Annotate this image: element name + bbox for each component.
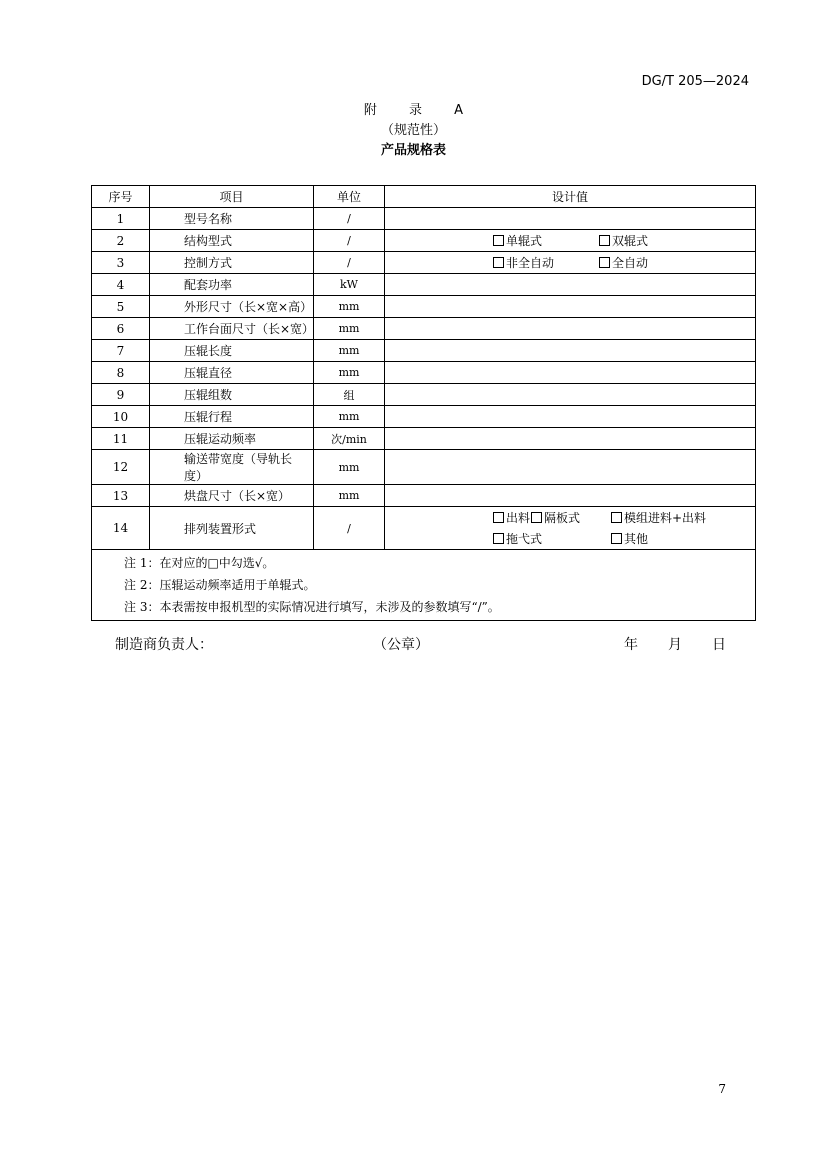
row-no: 3 bbox=[92, 252, 150, 274]
option-other[interactable] bbox=[611, 530, 721, 547]
row-no: 8 bbox=[92, 362, 150, 384]
row-no: 11 bbox=[92, 428, 150, 450]
table-title: 产品规格表 bbox=[380, 143, 446, 158]
row-item: 压辊行程 bbox=[150, 406, 314, 428]
row-item: 压辊直径 bbox=[150, 362, 314, 384]
row-item: 压辊长度 bbox=[150, 340, 314, 362]
design-value-cell[interactable] bbox=[385, 318, 756, 340]
design-value-cell[interactable] bbox=[385, 450, 756, 485]
table-row bbox=[92, 318, 756, 340]
row-unit: mm bbox=[314, 450, 385, 485]
table-row bbox=[92, 274, 756, 296]
checkbox-icon[interactable] bbox=[493, 235, 504, 246]
row-unit: / bbox=[314, 507, 385, 550]
option-semi-auto[interactable] bbox=[493, 254, 599, 271]
option-double-roller[interactable] bbox=[599, 232, 705, 249]
design-value-cell[interactable] bbox=[385, 274, 756, 296]
row-item: 控制方式 bbox=[150, 252, 314, 274]
page-number: 7 bbox=[718, 1082, 726, 1096]
row-no: 1 bbox=[92, 208, 150, 230]
table-row bbox=[92, 450, 756, 485]
checkbox-icon[interactable] bbox=[599, 235, 610, 246]
checkbox-icon[interactable] bbox=[531, 512, 542, 523]
option-drag-type[interactable] bbox=[493, 530, 611, 547]
date-month-label: 月 bbox=[668, 637, 682, 653]
option-single-roller[interactable] bbox=[493, 232, 599, 249]
design-value-cell bbox=[385, 507, 756, 550]
design-value-cell[interactable] bbox=[385, 208, 756, 230]
row-unit: / bbox=[314, 208, 385, 230]
table-row bbox=[92, 384, 756, 406]
table-row bbox=[92, 428, 756, 450]
design-value-cell[interactable] bbox=[385, 428, 756, 450]
row-unit: kW bbox=[314, 274, 385, 296]
row-item: 输送带宽度（导轨长度） bbox=[150, 450, 314, 485]
row-no: 5 bbox=[92, 296, 150, 318]
row-item: 排列装置形式 bbox=[150, 507, 314, 550]
table-row bbox=[92, 340, 756, 362]
row-no: 10 bbox=[92, 406, 150, 428]
table-row bbox=[92, 252, 756, 274]
table-row bbox=[92, 296, 756, 318]
checkbox-icon[interactable] bbox=[493, 533, 504, 544]
appendix-heading bbox=[0, 101, 827, 161]
option-label: 全自动 bbox=[612, 256, 649, 270]
table-row bbox=[92, 230, 756, 252]
design-value-cell bbox=[385, 230, 756, 252]
appendix-nature: （规范性） bbox=[380, 123, 446, 138]
table-row bbox=[92, 362, 756, 384]
row-no: 14 bbox=[92, 507, 150, 550]
row-unit: mm bbox=[314, 362, 385, 384]
row-no: 9 bbox=[92, 384, 150, 406]
row-item: 型号名称 bbox=[150, 208, 314, 230]
design-value-cell[interactable] bbox=[385, 362, 756, 384]
option-label: 隔板式 bbox=[544, 511, 581, 525]
row-unit: / bbox=[314, 230, 385, 252]
note-1: 注 1：在对应的□中勾选√。 bbox=[124, 556, 275, 570]
row-item: 外形尺寸（长×宽×高） bbox=[150, 296, 314, 318]
row-no: 13 bbox=[92, 485, 150, 507]
table-header-row bbox=[92, 186, 756, 208]
row-item: 工作台面尺寸（长×宽） bbox=[150, 318, 314, 340]
column-header-unit: 单位 bbox=[314, 186, 385, 208]
row-unit: mm bbox=[314, 296, 385, 318]
design-value-cell[interactable] bbox=[385, 296, 756, 318]
table-row bbox=[92, 507, 756, 550]
row-unit: 组 bbox=[314, 384, 385, 406]
option-label: 非全自动 bbox=[506, 256, 555, 270]
checkbox-icon[interactable] bbox=[611, 533, 622, 544]
column-header-no: 序号 bbox=[92, 186, 150, 208]
row-item: 配套功率 bbox=[150, 274, 314, 296]
row-unit: mm bbox=[314, 340, 385, 362]
row-no: 4 bbox=[92, 274, 150, 296]
row-unit: / bbox=[314, 252, 385, 274]
row-no: 7 bbox=[92, 340, 150, 362]
table-row bbox=[92, 485, 756, 507]
checkbox-icon[interactable] bbox=[493, 512, 504, 523]
design-value-cell[interactable] bbox=[385, 485, 756, 507]
option-full-auto[interactable] bbox=[599, 254, 705, 271]
row-unit: 次/min bbox=[314, 428, 385, 450]
option-label: 模组进料+出料 bbox=[624, 511, 707, 525]
row-item: 烘盘尺寸（长×宽） bbox=[150, 485, 314, 507]
option-label: 出料 bbox=[506, 511, 531, 525]
official-seal-label: （公章） bbox=[373, 637, 429, 653]
row-item: 压辊组数 bbox=[150, 384, 314, 406]
note-3: 注 3：本表需按申报机型的实际情况进行填写，未涉及的参数填写“/”。 bbox=[124, 600, 500, 614]
row-unit: mm bbox=[314, 318, 385, 340]
appendix-label: 附 录 A bbox=[363, 103, 478, 118]
row-item: 压辊运动频率 bbox=[150, 428, 314, 450]
design-value-cell[interactable] bbox=[385, 384, 756, 406]
table-row bbox=[92, 208, 756, 230]
option-label: 双辊式 bbox=[612, 234, 649, 248]
row-no: 6 bbox=[92, 318, 150, 340]
row-unit: mm bbox=[314, 406, 385, 428]
column-header-item: 项目 bbox=[150, 186, 314, 208]
option-discharge-partition bbox=[493, 509, 611, 526]
manufacturer-signature-label: 制造商负责人： bbox=[115, 637, 213, 653]
spec-table bbox=[91, 185, 756, 621]
column-header-design-value: 设计值 bbox=[385, 186, 756, 208]
design-value-cell[interactable] bbox=[385, 340, 756, 362]
table-notes bbox=[92, 550, 756, 621]
row-item: 结构型式 bbox=[150, 230, 314, 252]
option-module-feed-discharge[interactable] bbox=[611, 509, 721, 526]
checkbox-icon[interactable] bbox=[599, 257, 610, 268]
option-label: 单辊式 bbox=[506, 234, 543, 248]
design-value-cell[interactable] bbox=[385, 406, 756, 428]
table-row bbox=[92, 406, 756, 428]
document-code: DG/T 205—2024 bbox=[641, 74, 749, 89]
row-no: 2 bbox=[92, 230, 150, 252]
checkbox-icon[interactable] bbox=[493, 257, 504, 268]
date-year-label: 年 bbox=[624, 637, 638, 653]
option-label: 拖弋式 bbox=[506, 532, 543, 546]
row-unit: mm bbox=[314, 485, 385, 507]
table-notes-row bbox=[92, 550, 756, 621]
option-label: 其他 bbox=[624, 532, 649, 546]
row-no: 12 bbox=[92, 450, 150, 485]
date-day-label: 日 bbox=[712, 637, 726, 653]
design-value-cell bbox=[385, 252, 756, 274]
note-2: 注 2：压辊运动频率适用于单辊式。 bbox=[124, 578, 316, 592]
checkbox-icon[interactable] bbox=[611, 512, 622, 523]
